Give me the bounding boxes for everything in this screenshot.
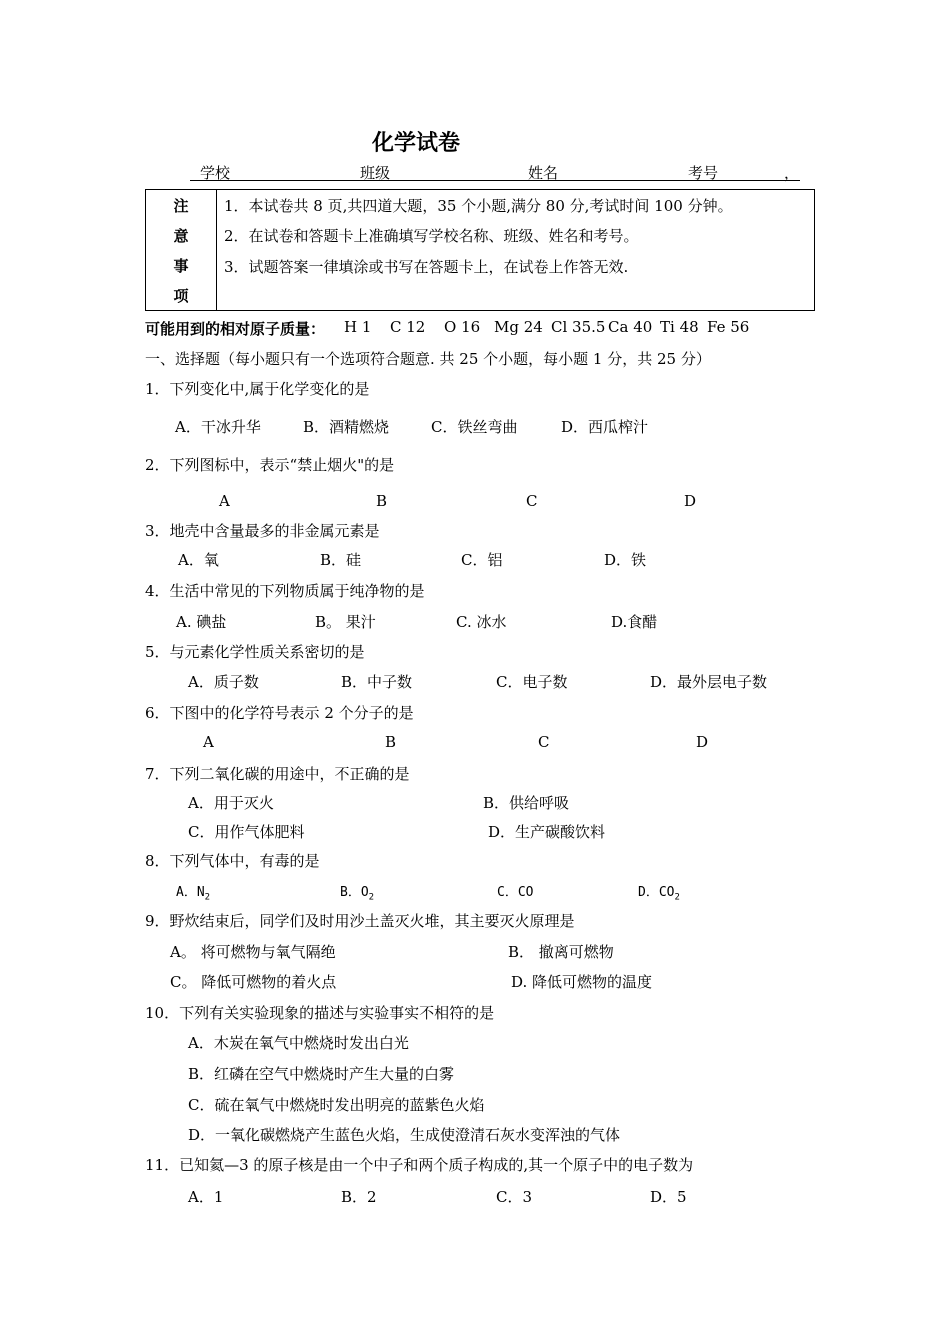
- notice-item: 1．本试卷共 8 页,共四道大题，35 个小题,满分 80 分,考试时间 100 分钟。: [224, 197, 733, 215]
- answer-option: C: [538, 733, 550, 751]
- atomic-mass-value: H 1: [344, 318, 372, 336]
- notice-label-char: 事: [173, 257, 189, 275]
- answer-option: D: [696, 733, 709, 751]
- answer-option: A. 碘盐: [176, 613, 227, 631]
- atomic-mass-value: Mg 24: [494, 318, 543, 336]
- answer-option: B。 果汁: [315, 613, 376, 631]
- answer-option: C。 降低可燃物的着火点: [170, 973, 337, 991]
- option-text: C．CO: [497, 885, 534, 900]
- answer-option: A．氧: [178, 551, 219, 569]
- atomic-mass-value: Ca 40: [608, 318, 653, 336]
- answer-option: [340, 881, 374, 903]
- answer-option: C. 冰水: [456, 613, 507, 631]
- answer-option: [176, 881, 210, 903]
- exam-number-label: 考号: [688, 164, 719, 182]
- class-label: 班级: [360, 164, 391, 182]
- name-label: 姓名: [528, 164, 559, 182]
- question-stem: 7．下列二氧化碳的用途中，不正确的是: [145, 765, 410, 783]
- atomic-mass-value: O 16: [444, 318, 481, 336]
- answer-option: D. 降低可燃物的温度: [511, 973, 653, 991]
- answer-option: C．3: [496, 1188, 533, 1206]
- notice-label-char: 注: [173, 197, 189, 215]
- question-stem: 2．下列图标中，表示“禁止烟火"的是: [145, 456, 395, 474]
- answer-option: A．用于灭火: [188, 794, 274, 812]
- question-stem: 10．下列有关实验现象的描述与实验事实不相符的是: [145, 1004, 495, 1022]
- answer-option: D．西瓜榨汁: [561, 418, 649, 436]
- answer-option: D．一氧化碳燃烧产生蓝色火焰，生成使澄清石灰水变浑浊的气体: [188, 1126, 621, 1144]
- answer-option: B．酒精燃烧: [303, 418, 390, 436]
- answer-option: C．电子数: [496, 673, 568, 691]
- answer-option: A: [219, 492, 230, 510]
- question-stem: 5．与元素化学性质关系密切的是: [145, 643, 365, 661]
- atomic-mass-value: Fe 56: [707, 318, 750, 336]
- question-stem: 8．下列气体中，有毒的是: [145, 852, 320, 870]
- answer-option: C．铝: [461, 551, 503, 569]
- section-heading: 一、选择题（每小题只有一个选项符合题意. 共 25 个小题，每小题 1 分，共 25 分）: [145, 350, 711, 368]
- answer-option: A．质子数: [188, 673, 259, 691]
- option-text: A．N: [176, 885, 205, 900]
- answer-option: B． 撤离可燃物: [508, 943, 614, 961]
- answer-option: A．木炭在氧气中燃烧时发出白光: [188, 1034, 409, 1052]
- answer-option: B．硅: [320, 551, 362, 569]
- option-text: D．CO: [638, 885, 675, 900]
- answer-option: B．红磷在空气中燃烧时产生大量的白雾: [188, 1065, 455, 1083]
- notice-box: [145, 189, 815, 311]
- notice-label-char: 意: [173, 227, 189, 245]
- notice-item: 2．在试卷和答题卡上准确填写学校名称、班级、姓名和考号。: [224, 227, 639, 245]
- answer-option: A．1: [188, 1188, 224, 1206]
- question-stem: 4．生活中常见的下列物质属于纯净物的是: [145, 582, 425, 600]
- answer-option: B．2: [341, 1188, 377, 1206]
- page-title: 化学试卷: [372, 131, 461, 156]
- answer-option: C．用作气体肥料: [188, 823, 305, 841]
- answer-option: D．5: [650, 1188, 687, 1206]
- school-label: 学校: [200, 164, 231, 182]
- answer-option: D.食醋: [611, 613, 658, 631]
- answer-option: B: [376, 492, 388, 510]
- option-text: B．O: [340, 885, 369, 900]
- answer-option: B: [385, 733, 397, 751]
- answer-option: C: [526, 492, 538, 510]
- answer-option: A: [203, 733, 214, 751]
- subscript: 2: [674, 892, 680, 903]
- atomic-mass-value: Cl 35.5: [551, 318, 606, 336]
- answer-option: B．供给呼吸: [483, 794, 570, 812]
- answer-option: C．硫在氧气中燃烧时发出明亮的蓝紫色火焰: [188, 1096, 485, 1114]
- notice-item: 3．试题答案一律填涂或书写在答题卡上，在试卷上作答无效.: [224, 258, 629, 276]
- notice-label-column: [146, 190, 217, 310]
- subscript: 2: [204, 892, 211, 903]
- answer-option: D．生产碳酸饮料: [488, 823, 606, 841]
- question-stem: 11．已知氦—3 的原子核是由一个中子和两个质子构成的,其一个原子中的电子数为: [145, 1156, 694, 1174]
- answer-option: [638, 881, 680, 903]
- answer-option: B．中子数: [341, 673, 413, 691]
- header-comma: ，: [784, 164, 800, 182]
- answer-option: D: [684, 492, 697, 510]
- question-stem: 1．下列变化中,属于化学变化的是: [145, 380, 370, 398]
- answer-option: D．最外层电子数: [650, 673, 768, 691]
- question-stem: 3．地壳中含量最多的非金属元素是: [145, 522, 380, 540]
- answer-option: [497, 881, 533, 900]
- atomic-mass-value: Ti 48: [660, 318, 699, 336]
- header-underline: [190, 180, 800, 181]
- answer-option: C．铁丝弯曲: [431, 418, 518, 436]
- atomic-mass-value: C 12: [390, 318, 426, 336]
- answer-option: A。 将可燃物与氧气隔绝: [170, 943, 336, 961]
- notice-label-char: 项: [173, 287, 189, 305]
- question-stem: 9．野炊结束后，同学们及时用沙土盖灭火堆，其主要灭火原理是: [145, 912, 575, 930]
- atomic-mass-label: 可能用到的相对原子质量：: [145, 320, 326, 338]
- subscript: 2: [368, 892, 375, 903]
- question-stem: 6．下图中的化学符号表示 2 个分子的是: [145, 704, 414, 722]
- answer-option: D．铁: [604, 551, 647, 569]
- answer-option: A．干冰升华: [175, 418, 261, 436]
